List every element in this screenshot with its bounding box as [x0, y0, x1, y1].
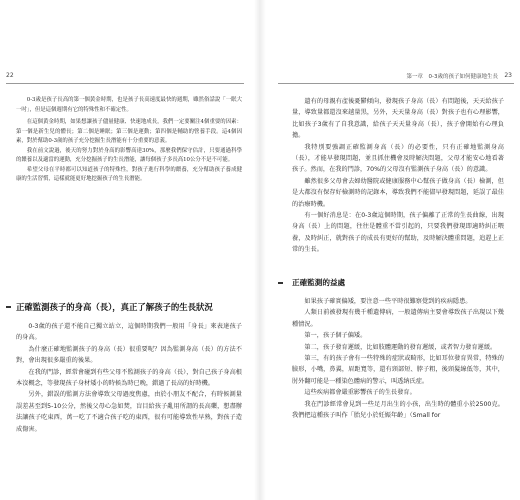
body-text-block-right-top: [292, 96, 504, 256]
body-paragraph: 為什麼正確地監測孩子的身高（長）很重要呢？因為監測身高（長）的方法不對，會出現很多嚴重的後果。: [16, 345, 242, 365]
body-paragraph: 第三，有的孩子會有一些特殊的症狀或畸形，比如耳位發育異常，特殊的臉形，小嘴，鼻翼，眉距寬等，還有頸部短、脖子粗，後頸髮線低等，其中，肘外翻可能是一種染色體病的警示，叫透納氏症。: [292, 355, 504, 385]
page-number-left: 22: [6, 72, 14, 79]
intro-paragraph: 希望父母在平時都可以知道孩子的特殊性，對孩子進行科學的餵養，充分幫助孩子養成健康的生活習慣，這樣就能更好地挖掘孩子的生長潛能。: [16, 166, 242, 182]
body-paragraph: 人類日前被發現有幾千種遺傳病，一般遺傳病主要會導致孩子出現以下幾種情況。: [292, 309, 504, 328]
body-paragraph: 這些疾病都會嚴重影響孩子的生長發育。: [304, 389, 416, 397]
body-text-block-left: [16, 321, 242, 435]
right-page: [260, 0, 520, 500]
body-paragraph: 有一個好消息是：在0-3歲這個時期，孩子偏離了正常的生長曲線，出現身高（長）上的問題，往往是體重不當引起的，只要我們發現即適時糾正喂養，及時糾正，就對孩子的成長有更好的幫助，及時解決體重問題，追趕上正常的生長。: [292, 212, 504, 254]
running-head: 第一章 0-3歲的孩子如何健康地生長: [406, 74, 498, 80]
body-paragraph: 遺有的母親有產後憂鬱傾向，發現孩子身高（長）有問題後，天天給孩子量，導致量都還沒來越量黒，另外，天天量身高（長）對孩子也有心理影響，比如孩子3歲有了自我意識，給孩子天天量身高（長），孩子會開始有心理負擔。: [292, 98, 504, 140]
header-rule-left: [6, 83, 244, 84]
body-paragraph: 0-3歲的孩子還不能自己獨立站立，這個時期我們一般用「身長」來表達孩子的身高。: [16, 323, 242, 342]
body-paragraph: 雖然很多父母會去婦幼醫院或健康服務中心幫孩子做身高（長）檢測，但是大都沒有保存好檢測時的記錄本，導致我們不能儘早發現問題，延誤了最佳的治療時機。: [292, 177, 504, 208]
section-heading-benefits: 正確監測的益處: [292, 278, 346, 287]
heading-marker-bar: [278, 282, 283, 284]
body-paragraph: 在我的門診，經常會碰到有些父母不監測孩子的身高（長），對自己孩子身高根本沒概念，等發現孩子身材矮小的時候為時已晚，錯過了長高的好時機。: [16, 368, 242, 388]
body-paragraph: 如果孩子確實偏矮，要注意一些平時很難察覺到的疾病隱患。: [304, 298, 472, 305]
body-paragraph: 另外，錯誤的監測方法會導致父母過度焦慮，由於小朋友不配合，有時候測量誤差甚至到5-10公分，然後父母心急如焚，盲目給孩子亂用所謂的長高藥，想盡辦法讓孩子吃東西，萬一吃了不適合孩子吃的東西，很有可能導致性早熟，對孩子造成傷害。: [16, 391, 242, 433]
header-rule-right: [278, 83, 514, 84]
body-paragraph: 我在門診經常會見到一些足月出生的小孩，出生時的體重小於2500克。我們把這種孩子叫作「胎兒小於妊娠年齡」（Small for: [292, 400, 504, 420]
intro-paragraph: 0-3歲是孩子長高的第一個黃金時期，也是孩子長高速度最快的週期，雖然俗話說「一眠大一吋」，但是這個週期有它的特殊性和不確定性。: [16, 97, 242, 113]
section-heading-monitor-height: 正確監測孩子的身高（長），真正了解孩子的生長狀況: [16, 302, 213, 312]
body-paragraph: 我特別要強調正確監測身高（長）的必要性，只有正確地監測身高（長），才能早發現問題，並且抓住機會及時解決問題，父母才能安心地看著孩子。然而，在我的門診，70%的父母沒有監測孩子身高（長）的意識。: [292, 143, 504, 174]
intro-paragraph: 我在前文說過，後天的努力對於身高的影響高達30%，那麼我們保守估計，只要通過科學的餵養以及適當的運動，充分挖掘孩子的生長潛能，讓每個孩子多長高10公分不是不可能。: [16, 147, 242, 163]
intro-paragraph: 在這個黃金時期，如果想讓孩子儘量健康、快速地成長，我們一定要關注4個重要的因素：第一個是新生兒的體長；第二個是睡眠；第三個是運動；第四個是輔助的營養手段。這4個因素，對於幫助0-3歲的孩子充分挖掘生長潛能有十分重要的意義。: [16, 119, 242, 144]
body-paragraph: 第二，孩子發育遲緩，比如肢體運動的發育遲緩，或者智力發育遲緩。: [304, 343, 497, 351]
intro-text-block: [16, 96, 242, 185]
page-number-right: 23: [504, 72, 512, 79]
body-paragraph: 第一，孩子個子偏矮。: [304, 332, 367, 340]
heading-marker-bar: [6, 306, 11, 308]
body-text-block-right-bottom: [292, 296, 504, 421]
